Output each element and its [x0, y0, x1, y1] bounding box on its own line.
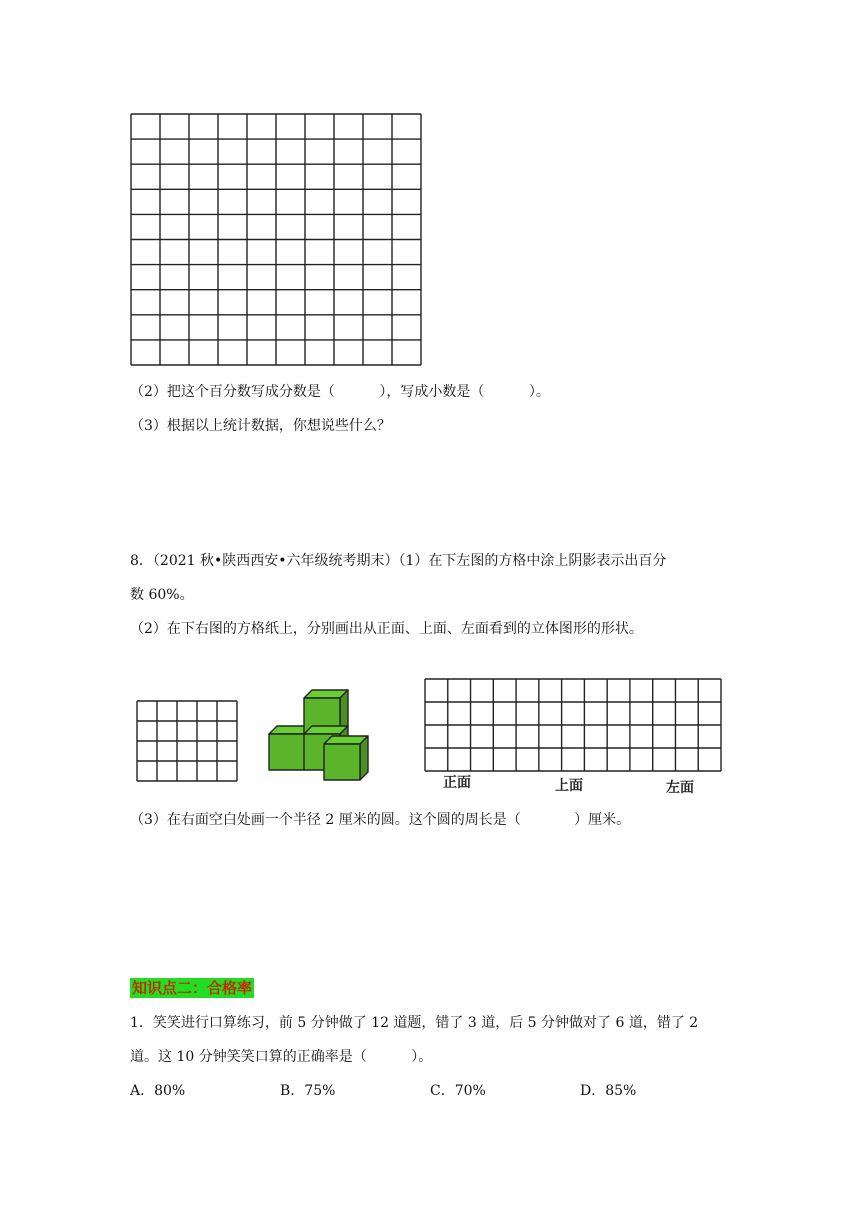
q8-line2: 数 60%。: [130, 587, 194, 603]
q1-line2: 道。这 10 分钟笑笑口算的正确率是（ ）。: [130, 1049, 433, 1065]
q7-part3: （3）根据以上统计数据，你想说些什么？: [130, 418, 391, 434]
option-a[interactable]: A．80%: [130, 1083, 186, 1099]
option-b[interactable]: B．75%: [280, 1083, 336, 1099]
q8-part3: （3）在右面空白处画一个半径 2 厘米的圆。这个圆的周长是（ ）厘米。: [130, 812, 631, 828]
q7-part2: （2）把这个百分数写成分数是（ ），写成小数是（ ）。: [130, 384, 550, 400]
cube-figure: [266, 686, 388, 782]
option-d[interactable]: D．85%: [580, 1083, 637, 1099]
q8-line1: 8．（2021 秋•陕西西安•六年级统考期末）（1）在下左图的方格中涂上阴影表示出百分: [130, 553, 667, 569]
cube: [324, 736, 368, 780]
section-title: 知识点二：合格率: [132, 979, 253, 997]
small-shading-grid[interactable]: [136, 700, 238, 782]
section-heading: [130, 977, 254, 998]
top-view-label: 上面: [555, 778, 583, 794]
left-view-label: 左面: [666, 780, 694, 796]
view-drawing-grid[interactable]: [424, 678, 722, 772]
q1-line1: 1．笑笑进行口算练习，前 5 分钟做了 12 道题，错了 3 道，后 5 分钟做对了 6 道，错了 2: [130, 1015, 699, 1031]
front-view-label: 正面: [443, 775, 471, 791]
q8-part2: （2）在下右图的方格纸上，分别画出从正面、上面、左面看到的立体图形的形状。: [130, 621, 643, 637]
option-c[interactable]: C．70%: [430, 1083, 486, 1099]
hundred-grid[interactable]: [130, 113, 422, 366]
